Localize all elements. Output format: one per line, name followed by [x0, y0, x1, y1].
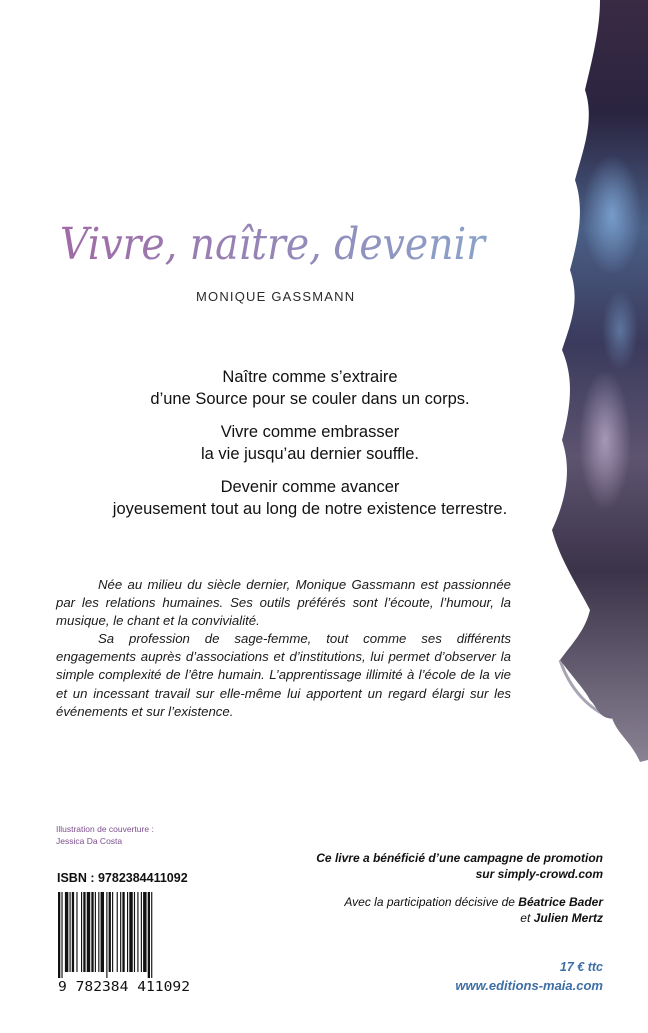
- publisher-website: www.editions-maia.com: [455, 978, 603, 993]
- participation-prefix: Avec la participation décisive de: [344, 895, 515, 909]
- author-name: MONIQUE GASSMANN: [196, 289, 356, 304]
- book-title: [60, 205, 500, 285]
- barcode-bar: [122, 892, 124, 972]
- barcode-bar: [106, 892, 107, 978]
- poem-line: joyeusement tout au long de notre existence terrestre.: [112, 500, 508, 518]
- barcode-bar: [129, 892, 132, 972]
- barcode-bar: [151, 892, 152, 978]
- credit-label: Illustration de couverture :: [56, 824, 154, 834]
- barcode-bar: [65, 892, 68, 972]
- barcode-bar: [91, 892, 93, 972]
- poem-line: Devenir comme avancer: [220, 478, 400, 496]
- participation-note: [273, 894, 603, 926]
- poem-line: d’une Source pour se couler dans un corps.: [150, 390, 470, 408]
- participant-name: Julien Mertz: [533, 911, 603, 925]
- participant-name: Béatrice Bader: [518, 895, 603, 909]
- promo-line: Ce livre a bénéficié d’une campagne de promotion: [316, 851, 603, 865]
- author-biography: [56, 576, 511, 721]
- bio-paragraph: Née au milieu du siècle dernier, Monique Gassmann est passionnée par les relations humaines. Ses outils préférés sont l’écoute, l’humour, la musique, le chant et la convivialité.: [56, 577, 511, 629]
- poem-line: Naître comme s’extraire: [222, 368, 398, 386]
- poem-line: Vivre comme embrasser: [220, 423, 400, 441]
- credit-name: Jessica Da Costa: [56, 836, 123, 846]
- participation-conjunction: et: [520, 911, 531, 925]
- barcode-bar: [61, 892, 62, 978]
- barcode-bar: [109, 892, 111, 972]
- barcode-bar: [76, 892, 77, 972]
- illustration-credit: [56, 823, 154, 847]
- poem-stanza: [40, 476, 580, 520]
- barcode-bars: [58, 892, 152, 978]
- barcode-bar: [141, 892, 142, 972]
- poem: [40, 366, 580, 531]
- poem-stanza: [40, 421, 580, 465]
- barcode-bar: [58, 892, 60, 978]
- barcode-bar: [143, 892, 146, 972]
- barcode-bar: [72, 892, 74, 972]
- barcode-bar: [81, 892, 82, 972]
- barcode-bar: [148, 892, 150, 978]
- barcode-bar: [127, 892, 128, 972]
- book-title-text: Vivre, naître, devenir: [60, 219, 488, 270]
- barcode: [56, 890, 192, 994]
- poem-stanza: [40, 366, 580, 410]
- bio-paragraph: Sa profession de sage-femme, tout comme ses différents engagements auprès d’associations et d’institutions, lui permet d’observer la simple complexité de l’être humain. L’apprentissage illimité à l’école de la vie et un incessant travail sur elle-même lui apportent un regard élargi sur les événements et sur l’existence.: [56, 631, 511, 719]
- barcode-bar: [120, 892, 121, 972]
- barcode-bar: [70, 892, 71, 972]
- barcode-bar: [83, 892, 85, 972]
- barcode-bar: [137, 892, 138, 972]
- barcode-bar: [98, 892, 99, 972]
- barcode-digits: 9 782384 411092: [58, 980, 190, 994]
- promo-line: sur simply-crowd.com: [475, 867, 603, 881]
- barcode-bar: [87, 892, 90, 972]
- barcode-bar: [134, 892, 135, 972]
- promotion-note: [273, 850, 603, 882]
- price: 17 € ttc: [559, 960, 603, 974]
- isbn-number: ISBN : 9782384411092: [57, 871, 188, 885]
- barcode-bar: [112, 892, 113, 972]
- barcode-bar: [95, 892, 96, 972]
- barcode-bar: [117, 892, 118, 972]
- barcode-bar: [101, 892, 104, 972]
- poem-line: la vie jusqu’au dernier souffle.: [201, 445, 419, 463]
